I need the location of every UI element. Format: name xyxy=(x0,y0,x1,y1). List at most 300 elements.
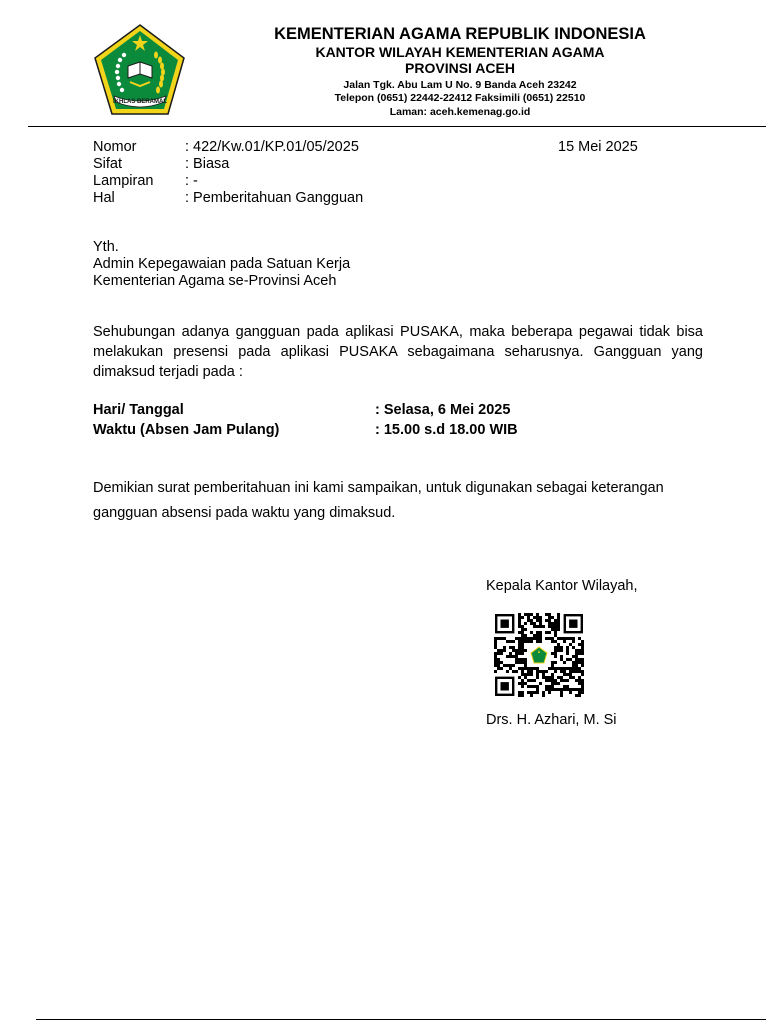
qr-module xyxy=(515,655,518,658)
body-paragraph: Sehubungan adanya gangguan pada aplikasi PUSAKA, maka beberapa pegawai tidak bisa melakukan presensi pada aplikasi PUSAKA sebagaimana seharusnya. Gangguan yang dimaksud terjadi pada : xyxy=(93,324,703,380)
qr-module xyxy=(530,637,533,640)
qr-module xyxy=(566,652,569,655)
qr-module xyxy=(551,685,554,688)
qr-module xyxy=(578,652,581,655)
qr-module xyxy=(554,688,557,691)
day-value: : Selasa, 6 Mei 2025 xyxy=(375,402,511,418)
qr-module xyxy=(545,613,548,616)
qr-module xyxy=(527,679,530,682)
qr-module xyxy=(497,652,500,655)
qr-module xyxy=(578,670,581,673)
qr-module xyxy=(569,670,572,673)
qr-module xyxy=(494,661,497,664)
qr-module xyxy=(521,625,524,628)
qr-module xyxy=(524,682,527,685)
qr-module xyxy=(551,676,554,679)
qr-module xyxy=(557,616,560,619)
qr-module xyxy=(521,628,524,631)
qr-module xyxy=(497,664,500,667)
day-label: Hari/ Tanggal xyxy=(93,402,184,418)
qr-module xyxy=(524,676,527,679)
qr-module xyxy=(575,694,578,697)
qr-module xyxy=(494,664,497,667)
qr-module xyxy=(518,667,521,670)
qr-module xyxy=(524,628,527,631)
qr-module xyxy=(575,670,578,673)
qr-module xyxy=(551,628,554,631)
qr-module xyxy=(503,664,506,667)
qr-module xyxy=(572,655,575,658)
qr-module xyxy=(518,652,521,655)
qr-module xyxy=(509,664,512,667)
qr-module xyxy=(575,655,578,658)
qr-module xyxy=(548,613,551,616)
qr-module xyxy=(572,646,575,649)
qr-module xyxy=(521,673,524,676)
qr-module xyxy=(569,667,572,670)
qr-module xyxy=(548,616,551,619)
qr-module xyxy=(548,676,551,679)
qr-module xyxy=(569,676,572,679)
qr-module xyxy=(554,682,557,685)
qr-module xyxy=(521,640,524,643)
qr-module xyxy=(548,691,551,694)
qr-module xyxy=(530,685,533,688)
recipient-line-2: Kementerian Agama se-Provinsi Aceh xyxy=(93,273,337,289)
qr-module xyxy=(572,670,575,673)
qr-module xyxy=(503,637,506,640)
qr-module xyxy=(578,688,581,691)
qr-module xyxy=(557,625,560,628)
qr-module xyxy=(581,643,584,646)
qr-module xyxy=(563,679,566,682)
qr-module xyxy=(518,682,521,685)
qr-module xyxy=(521,679,524,682)
qr-module xyxy=(539,616,542,619)
qr-module xyxy=(545,637,548,640)
closing-paragraph: Demikian surat pemberitahuan ini kami sampaikan, untuk digunakan sebagai keterangan gangguan absensi pada waktu yang dimaksud. xyxy=(93,480,664,521)
qr-module xyxy=(548,688,551,691)
qr-module xyxy=(560,691,563,694)
qr-module xyxy=(527,616,530,619)
qr-module xyxy=(536,691,539,694)
qr-module xyxy=(581,670,584,673)
qr-module xyxy=(533,616,536,619)
qr-module xyxy=(569,688,572,691)
qr-module xyxy=(578,649,581,652)
qr-module xyxy=(566,679,569,682)
qr-module xyxy=(512,664,515,667)
qr-module xyxy=(578,667,581,670)
qr-module xyxy=(527,619,530,622)
qr-module xyxy=(554,652,557,655)
qr-module xyxy=(572,676,575,679)
qr-module xyxy=(527,691,530,694)
qr-module xyxy=(554,667,557,670)
qr-module xyxy=(557,613,560,616)
qr-module xyxy=(557,649,560,652)
detail-row-day xyxy=(93,400,518,420)
qr-module xyxy=(506,655,509,658)
signer-name: Drs. H. Azhari, M. Si xyxy=(486,712,617,728)
logo-motto: IKHLAS BERAMAL xyxy=(113,99,167,105)
ministry-emblem-icon xyxy=(92,22,188,118)
qr-module xyxy=(536,637,539,640)
qr-module xyxy=(518,637,521,640)
qr-module xyxy=(524,658,527,661)
qr-module xyxy=(518,646,521,649)
qr-module xyxy=(512,640,515,643)
qr-module xyxy=(554,679,557,682)
office-address: Jalan Tgk. Abu Lam U No. 9 Banda Aceh 23242 xyxy=(343,78,577,91)
qr-module xyxy=(563,637,566,640)
qr-module xyxy=(554,625,557,628)
qr-module xyxy=(575,667,578,670)
qr-module xyxy=(557,643,560,646)
qr-module xyxy=(542,676,545,679)
qr-module xyxy=(554,661,557,664)
qr-module xyxy=(551,661,554,664)
qr-module xyxy=(566,673,569,676)
qr-module xyxy=(536,685,539,688)
qr-module xyxy=(533,622,536,625)
qr-module xyxy=(542,694,545,697)
letter-metadata xyxy=(93,139,363,207)
qr-module xyxy=(563,685,566,688)
qr-code xyxy=(494,613,584,697)
qr-module xyxy=(494,655,497,658)
qr-module xyxy=(551,679,554,682)
qr-module xyxy=(548,679,551,682)
qr-module xyxy=(521,658,524,661)
qr-module xyxy=(572,640,575,643)
qr-module xyxy=(560,694,563,697)
qr-module xyxy=(524,664,527,667)
qr-module xyxy=(542,670,545,673)
qr-module xyxy=(566,649,569,652)
qr-module xyxy=(494,658,497,661)
qr-module xyxy=(536,670,539,673)
qr-module xyxy=(539,682,542,685)
qr-module xyxy=(554,631,557,634)
qr-module xyxy=(551,637,554,640)
qr-module xyxy=(494,646,497,649)
qr-module xyxy=(521,667,524,670)
qr-module xyxy=(551,688,554,691)
qr-module xyxy=(548,685,551,688)
qr-module xyxy=(557,688,560,691)
qr-module xyxy=(545,676,548,679)
qr-module xyxy=(518,661,521,664)
qr-module xyxy=(560,679,563,682)
qr-module xyxy=(527,673,530,676)
qr-module xyxy=(497,661,500,664)
nomor-label: Nomor xyxy=(93,139,137,155)
qr-module xyxy=(563,673,566,676)
qr-module xyxy=(527,685,530,688)
sifat-value: : Biasa xyxy=(185,156,230,172)
qr-module xyxy=(539,637,542,640)
qr-module xyxy=(566,646,569,649)
office-website: Laman: aceh.kemenag.go.id xyxy=(389,105,531,118)
qr-module xyxy=(536,640,539,643)
meta-row-hal xyxy=(93,190,363,207)
qr-module xyxy=(554,649,557,652)
incident-details xyxy=(93,400,518,440)
qr-module xyxy=(533,691,536,694)
qr-module xyxy=(560,655,563,658)
qr-module xyxy=(521,691,524,694)
qr-module xyxy=(578,676,581,679)
qr-module xyxy=(578,694,581,697)
qr-module xyxy=(533,667,536,670)
qr-module xyxy=(530,679,533,682)
qr-module xyxy=(512,655,515,658)
qr-module xyxy=(539,625,542,628)
qr-module xyxy=(569,637,572,640)
qr-module xyxy=(554,634,557,637)
qr-module xyxy=(509,655,512,658)
qr-module xyxy=(572,667,575,670)
qr-module xyxy=(536,667,539,670)
qr-module xyxy=(515,661,518,664)
qr-module xyxy=(518,691,521,694)
meta-row-sifat xyxy=(93,156,363,173)
qr-module xyxy=(545,688,548,691)
qr-module xyxy=(524,622,527,625)
qr-module xyxy=(554,628,557,631)
qr-module xyxy=(536,625,539,628)
recipient-block xyxy=(93,239,350,290)
qr-module xyxy=(560,667,563,670)
qr-module xyxy=(581,664,584,667)
qr-module xyxy=(557,682,560,685)
qr-module xyxy=(554,670,557,673)
qr-module xyxy=(551,652,554,655)
qr-module xyxy=(533,634,536,637)
qr-module xyxy=(575,679,578,682)
qr-module xyxy=(563,670,566,673)
letterhead xyxy=(210,26,710,119)
office-phone: Telepon (0651) 22442-22412 Faksimili (0651) 22510 xyxy=(334,92,586,105)
qr-module xyxy=(530,694,533,697)
qr-module xyxy=(572,688,575,691)
qr-module xyxy=(542,673,545,676)
qr-module xyxy=(515,637,518,640)
qr-module xyxy=(518,625,521,628)
qr-module xyxy=(578,691,581,694)
detail-row-time xyxy=(93,420,518,440)
letterhead-divider xyxy=(28,126,766,127)
qr-module xyxy=(551,616,554,619)
qr-module xyxy=(506,640,509,643)
hal-value: : Pemberitahuan Gangguan xyxy=(185,190,364,206)
qr-module xyxy=(548,625,551,628)
qr-module xyxy=(518,694,521,697)
qr-module xyxy=(494,640,497,643)
qr-module xyxy=(536,619,539,622)
qr-module xyxy=(551,622,554,625)
qr-module xyxy=(536,634,539,637)
qr-module xyxy=(551,625,554,628)
time-label: Waktu (Absen Jam Pulang) xyxy=(93,422,280,438)
qr-module xyxy=(545,679,548,682)
qr-module xyxy=(503,646,506,649)
recipient-line-1: Admin Kepegawaian pada Satuan Kerja xyxy=(93,256,351,272)
qr-module xyxy=(581,682,584,685)
qr-module xyxy=(527,640,530,643)
qr-module xyxy=(533,637,536,640)
qr-module xyxy=(569,691,572,694)
qr-module xyxy=(581,679,584,682)
sifat-label: Sifat xyxy=(93,156,123,172)
qr-module xyxy=(575,664,578,667)
qr-module xyxy=(548,619,551,622)
qr-module xyxy=(545,619,548,622)
qr-module xyxy=(536,688,539,691)
time-value: : 15.00 s.d 18.00 WIB xyxy=(375,422,518,438)
qr-module xyxy=(521,661,524,664)
qr-module xyxy=(521,694,524,697)
qr-module xyxy=(539,619,542,622)
qr-module xyxy=(536,676,539,679)
qr-module xyxy=(551,682,554,685)
qr-module xyxy=(521,670,524,673)
qr-module xyxy=(536,673,539,676)
qr-module xyxy=(581,691,584,694)
qr-module xyxy=(500,649,503,652)
qr-module xyxy=(560,649,563,652)
qr-module xyxy=(563,688,566,691)
qr-module xyxy=(533,679,536,682)
qr-module xyxy=(512,646,515,649)
qr-module xyxy=(530,691,533,694)
qr-module xyxy=(500,661,503,664)
meta-row-lampiran xyxy=(93,173,363,190)
qr-module xyxy=(545,631,548,634)
qr-module xyxy=(560,688,563,691)
qr-module xyxy=(572,664,575,667)
qr-code-icon xyxy=(494,613,584,697)
qr-module xyxy=(563,667,566,670)
qr-module xyxy=(521,682,524,685)
qr-module xyxy=(521,637,524,640)
qr-module xyxy=(509,652,512,655)
qr-module xyxy=(518,640,521,643)
qr-module xyxy=(536,613,539,616)
qr-module xyxy=(581,688,584,691)
qr-module xyxy=(539,670,542,673)
nomor-value: : 422/Kw.01/KP.01/05/2025 xyxy=(185,139,359,155)
qr-module xyxy=(515,652,518,655)
qr-module xyxy=(524,649,527,652)
qr-module xyxy=(542,625,545,628)
qr-module xyxy=(533,625,536,628)
qr-module xyxy=(569,658,572,661)
qr-module xyxy=(527,637,530,640)
qr-module xyxy=(536,616,539,619)
qr-module xyxy=(560,658,563,661)
qr-module xyxy=(512,670,515,673)
qr-module xyxy=(548,622,551,625)
qr-module xyxy=(524,637,527,640)
qr-module xyxy=(548,631,551,634)
qr-module xyxy=(530,670,533,673)
qr-module xyxy=(521,652,524,655)
qr-module xyxy=(557,646,560,649)
qr-module xyxy=(518,643,521,646)
hal-label: Hal xyxy=(93,190,115,206)
qr-module xyxy=(581,652,584,655)
qr-module xyxy=(518,619,521,622)
qr-module xyxy=(575,658,578,661)
qr-module xyxy=(557,667,560,670)
signer-title: Kepala Kantor Wilayah, xyxy=(486,578,638,594)
qr-module xyxy=(578,658,581,661)
qr-module xyxy=(560,646,563,649)
qr-module xyxy=(515,670,518,673)
qr-module xyxy=(521,685,524,688)
qr-module xyxy=(572,637,575,640)
qr-module xyxy=(554,640,557,643)
qr-module xyxy=(494,643,497,646)
qr-module xyxy=(512,649,515,652)
qr-module xyxy=(530,673,533,676)
letter-date: 15 Mei 2025 xyxy=(558,139,638,155)
qr-module xyxy=(542,691,545,694)
qr-module xyxy=(524,640,527,643)
qr-module xyxy=(551,673,554,676)
qr-module xyxy=(530,613,533,616)
qr-module xyxy=(497,637,500,640)
qr-module xyxy=(509,667,512,670)
qr-module xyxy=(500,652,503,655)
qr-module xyxy=(551,664,554,667)
qr-module xyxy=(506,664,509,667)
qr-module xyxy=(566,667,569,670)
qr-module xyxy=(494,652,497,655)
qr-module xyxy=(581,685,584,688)
qr-module xyxy=(563,661,566,664)
qr-module xyxy=(554,622,557,625)
qr-module xyxy=(521,649,524,652)
qr-module xyxy=(524,634,527,637)
qr-module xyxy=(530,622,533,625)
qr-module xyxy=(539,631,542,634)
qr-module xyxy=(515,658,518,661)
qr-module xyxy=(518,631,521,634)
qr-module xyxy=(524,613,527,616)
qr-module xyxy=(557,676,560,679)
qr-module xyxy=(554,655,557,658)
qr-module xyxy=(560,676,563,679)
qr-module xyxy=(557,637,560,640)
qr-module xyxy=(539,622,542,625)
qr-module xyxy=(533,685,536,688)
qr-module xyxy=(524,661,527,664)
recipient-salutation: Yth. xyxy=(93,239,119,255)
qr-module xyxy=(521,634,524,637)
qr-module xyxy=(560,637,563,640)
qr-module xyxy=(581,673,584,676)
ministry-logo xyxy=(92,22,188,118)
qr-module xyxy=(509,646,512,649)
qr-module xyxy=(518,676,521,679)
qr-module xyxy=(515,649,518,652)
qr-module xyxy=(518,622,521,625)
qr-module xyxy=(551,667,554,670)
qr-module xyxy=(566,658,569,661)
